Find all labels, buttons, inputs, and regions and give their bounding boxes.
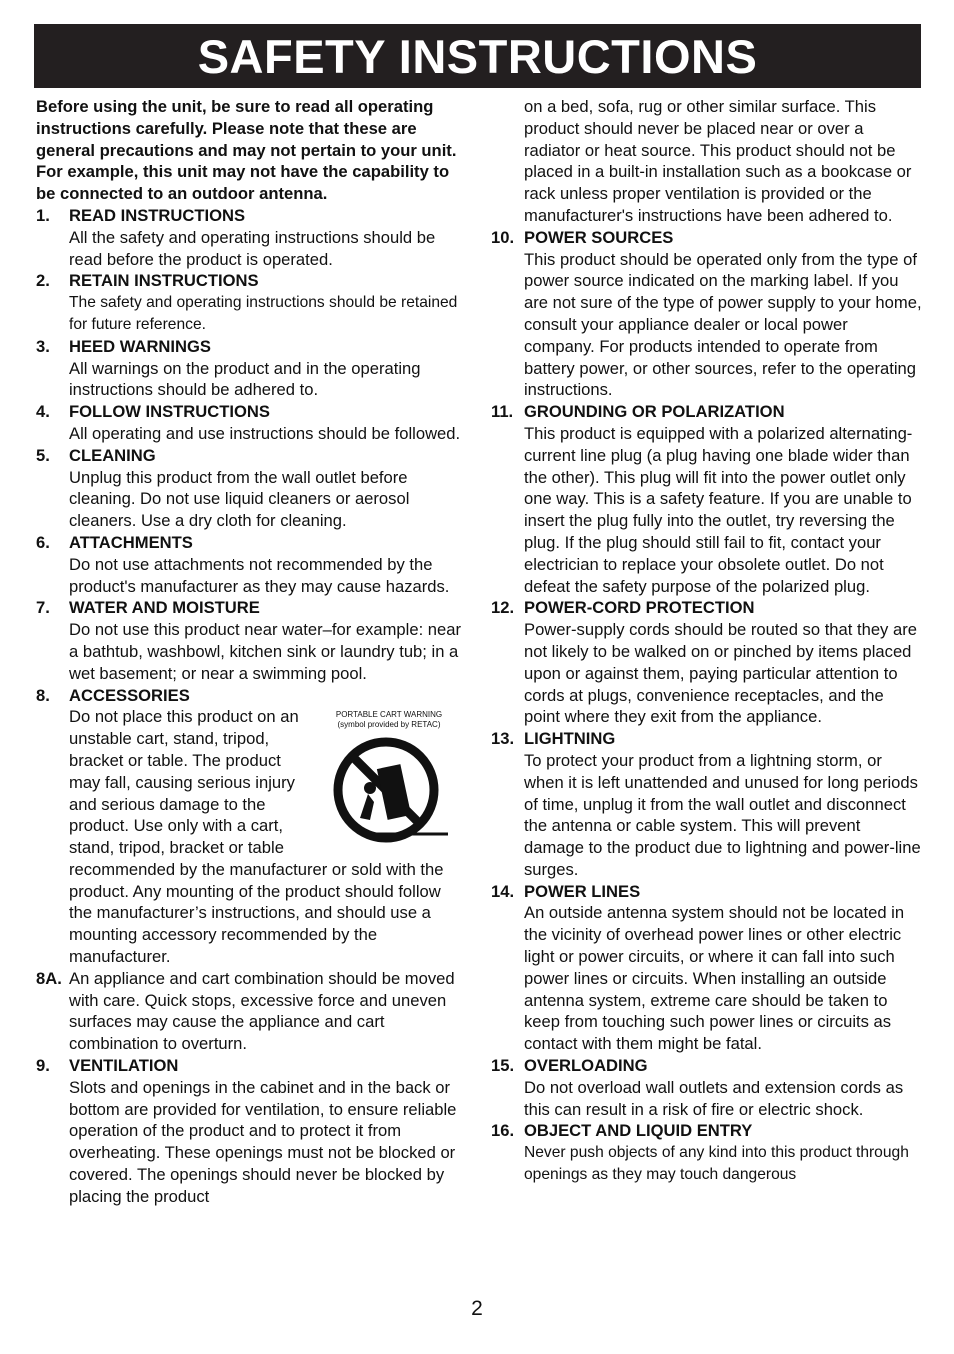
item-heading: OVERLOADING xyxy=(524,1056,648,1076)
item-text: All the safety and operating instructions should be read before the product is operated. xyxy=(69,227,436,269)
list-item xyxy=(36,445,466,532)
item-text: Do not use attachments not recommended by the product's manufacturer as they may cause hazards. xyxy=(69,554,450,596)
item-text: on a bed, sofa, rug or other similar surface. This product should never be placed near or over a radiator or heat source. This product should not be placed in a built-in installation such as a bookcase or rack unless proper ventilation is provided or the manufacturer's instructions have been adhered to. xyxy=(524,97,912,225)
item-text: Do not overload wall outlets and extension cords as this can result in a risk of fire or electric shock. xyxy=(524,1077,904,1119)
list-item-continued xyxy=(491,96,923,227)
item-heading: WATER AND MOISTURE xyxy=(69,598,260,618)
list-item xyxy=(36,270,466,335)
item-heading: READ INSTRUCTIONS xyxy=(69,205,246,225)
item-text: The safety and operating instructions should be retained for future reference. xyxy=(69,294,458,333)
page-title: SAFETY INSTRUCTIONS xyxy=(197,29,758,83)
item-text: All warnings on the product and in the operating instructions should be adhered to. xyxy=(69,358,421,400)
list-item xyxy=(491,1120,923,1185)
item-number: 1. xyxy=(36,205,50,225)
figure-caption-source: (symbol provided by RETAC) xyxy=(337,720,441,730)
item-text: To protect your product from a lightning storm, or when it is left unattended and unused for long periods of time, unplug it from the wall outlet and disconnect the antenna or cable system. This will prevent damage to the product due to lightning and power-line surges. xyxy=(524,750,921,879)
item-text: Never push objects of any kind into this product through openings as they may touch dangerous xyxy=(524,1144,909,1184)
list-item xyxy=(491,728,923,881)
item-text: An outside antenna system should not be located in the vicinity of overhead power lines or other electric light or power circuits, or where it can fall into such power lines or circuits. When installing an outside antenna system, extreme care should be taken to keep from touching such power lines or circuits as contact with them might be fatal. xyxy=(524,903,905,1054)
item-text: This product should be operated only from the type of power source indicated on the marking label. If you are not sure of the type of power supply to your home, consult your appliance dealer or local power company. For products intended to operate from battery power, or other sources, refer to the operating instructions. xyxy=(524,249,922,400)
list-item xyxy=(491,881,923,1055)
left-column xyxy=(36,96,466,1208)
page-title-banner xyxy=(34,24,921,88)
item-number: 11. xyxy=(491,402,514,422)
item-number: 16. xyxy=(491,1121,515,1141)
list-item xyxy=(36,532,466,597)
list-item xyxy=(36,597,466,684)
item-heading: ATTACHMENTS xyxy=(69,532,193,552)
intro-paragraph: Before using the unit, be sure to read all operating instructions carefully. Please note that these are general precautions and may not pertain to your unit. For example, this unit may not have the capability to be connected to an outdoor antenna. xyxy=(36,97,457,204)
item-number: 5. xyxy=(36,445,50,465)
item-text: Unplug this product from the wall outlet before cleaning. Do not use liquid cleaners or aerosol cleaners. Use a dry cloth for cleaning. xyxy=(69,467,410,531)
item-number: 4. xyxy=(36,402,50,422)
list-item xyxy=(491,1055,923,1120)
item-heading: POWER SOURCES xyxy=(524,227,674,247)
list-item xyxy=(36,968,466,1055)
item-heading: VENTILATION xyxy=(69,1056,179,1076)
item-number: 14. xyxy=(491,881,515,901)
item-text: This product is equipped with a polarized alternating-current line plug (a plug having one blade wider than the other). This plug will fit into the power outlet only one way. This is a safety feature. If you are unable to insert the plug fully into the outlet, try reversing the plug. If the plug should still fail to fit, contact your electrician to replace your obsolete outlet. Do not defeat the safety purpose of the polarized plug. xyxy=(524,423,913,596)
item-number: 13. xyxy=(491,729,515,749)
list-item xyxy=(36,685,466,968)
list-item xyxy=(36,401,466,445)
item-heading: GROUNDING OR POLARIZATION xyxy=(524,402,785,422)
item-heading: OBJECT AND LIQUID ENTRY xyxy=(524,1121,753,1141)
item-number: 15. xyxy=(491,1056,515,1076)
item-text: All operating and use instructions should be followed. xyxy=(69,423,461,443)
item-number: 10. xyxy=(491,227,515,247)
item-heading: POWER LINES xyxy=(524,881,641,901)
item-heading: FOLLOW INSTRUCTIONS xyxy=(69,402,270,422)
list-item xyxy=(36,1055,466,1208)
list-item xyxy=(491,597,923,728)
item-number: 2. xyxy=(36,271,50,291)
item-number: 12. xyxy=(491,598,515,618)
item-heading: LIGHTNING xyxy=(524,729,616,749)
item-heading: RETAIN INSTRUCTIONS xyxy=(69,271,259,291)
item-text: Do not use this product near water–for example: near a bathtub, washbowl, kitchen sink or laundry tub; in a wet basement; or near a swimming pool. xyxy=(69,620,462,683)
item-heading: CLEANING xyxy=(69,445,156,465)
page-number: 2 xyxy=(471,1297,483,1320)
item-number: 7. xyxy=(36,598,50,618)
item-number: 9. xyxy=(36,1056,50,1076)
portable-cart-warning-figure xyxy=(320,710,458,852)
item-text: Slots and openings in the cabinet and in the back or bottom are provided for ventilation, to ensure reliable operation of the product and to protect it from overheating. These openings must not be blocked or covered. The openings should never be blocked by placing the product xyxy=(69,1077,457,1206)
item-number: 3. xyxy=(36,336,50,356)
item-number: 6. xyxy=(36,532,50,552)
item-text: An appliance and cart combination should be moved with care. Quick stops, excessive force and uneven surfaces may cause the appliance and cart combination to overturn. xyxy=(69,968,455,1054)
list-item xyxy=(36,205,466,270)
portable-cart-warning-icon xyxy=(330,736,448,848)
item-heading: HEED WARNINGS xyxy=(69,336,211,356)
right-column xyxy=(491,96,923,1186)
figure-caption: PORTABLE CART WARNING xyxy=(335,710,443,720)
item-number: 8. xyxy=(36,685,50,705)
item-number: 8A. xyxy=(36,968,62,988)
list-item xyxy=(491,227,923,401)
item-text: Do not place this product on an unstable cart, stand, tripod, bracket or table. The product may fall, causing serious injury and serious damage to the product. Use only with a cart, stand, tripod, bracket or table recommended by the manufacturer or sold with the product. Any mounting of the product should follow the manufacturer’s instructions, and should use a mounting accessory recommended by the manufacturer. xyxy=(69,707,444,967)
item-heading: ACCESSORIES xyxy=(69,685,190,705)
list-item xyxy=(36,336,466,401)
item-heading: POWER-CORD PROTECTION xyxy=(524,598,755,618)
item-text: Power-supply cords should be routed so that they are not likely to be walked on or pinched by items placed upon or against them, paying particular attention to cords at plugs, convenience receptacles, and the point where they exit from the appliance. xyxy=(524,620,917,727)
list-item xyxy=(491,401,923,597)
